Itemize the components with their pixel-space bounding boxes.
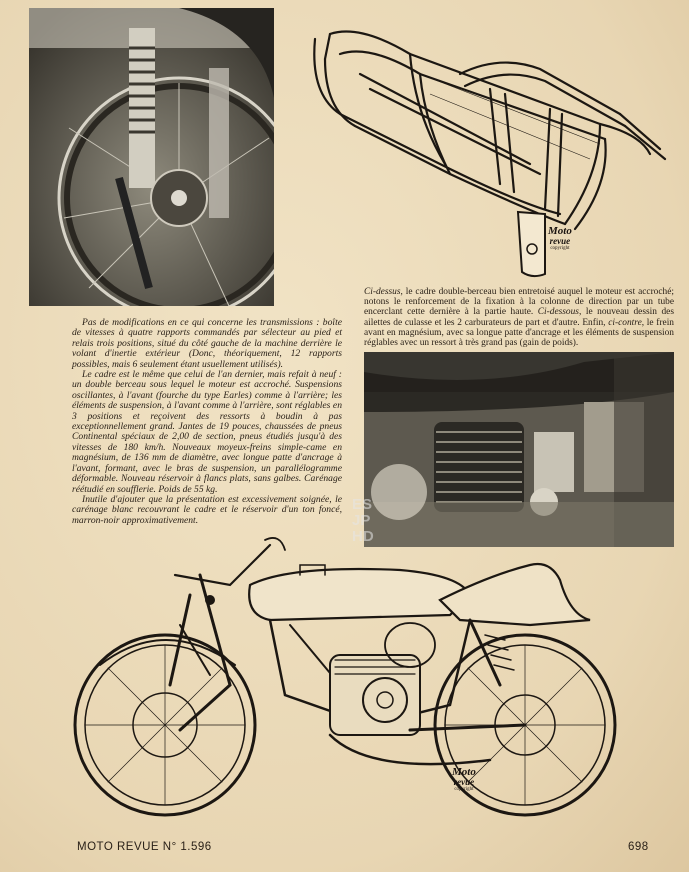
watermark-line2: JP	[352, 512, 371, 529]
caption-text	[364, 287, 674, 348]
motorcycle-illustration	[70, 535, 630, 830]
magazine-issue-label: MOTO REVUE N° 1.596	[77, 841, 212, 853]
watermark-line3: HD	[352, 528, 374, 545]
caption-lead-3: ci-contre	[608, 317, 642, 328]
logo-line3: copyright	[550, 246, 570, 251]
logo-bike-line2: revue	[453, 777, 475, 787]
paragraph-frame: Le cadre est le même que celui de l'an dernier, mais refait à neuf : un double berceau sous lequel le moteur est accroché. Suspensions oscillantes, à l'avant (fourche du type Earles) comme à l'arrière; les éléments de suspension, à l'avant comme à l'arrière, sont réglables en 3 positions et reçoivent des ressorts à boudin à pas exceptionnellement grand. Jantes de 19 pouces, chaussées de pneus Continental spéciaux de 2,00 de section, pneus étudiés jusqu'à des vitesses de 180 km/h. Nouveaux moyeux-freins simple-came en magnésium, de 136 mm de diamètre, avec longue patte d'ancrage à l'avant, formant, avec le bras de suspension, un parallélogramme déformable. Nouveau réservoir à flancs plats, sans galbes. Carénage réétudié en soufflerie. Poids de 55 kg.	[72, 369, 342, 495]
paragraph-transmissions: Pas de modifications en ce qui concerne les transmissions : boîte de vitesses à quatre rapports commandés par sélecteur au pied et relais trois positions, situé du côté gauche de la machine derrière le volant d'inertie extérieur (Donc, théoriquement, 12 rapports possibles, mais 6 seulement étant usuellement utilisés).	[72, 317, 342, 370]
caption-part-3: , le frein avant en magnésium, avec sa longue patte d'ancrage et les éléments de suspension réglables avec un ressort à très grand pas (gain de poids).	[364, 317, 674, 349]
logo-line1: Moto	[548, 225, 572, 237]
article-body	[72, 318, 342, 526]
page-number: 698	[628, 841, 649, 853]
logo-bike-line1: Moto	[452, 766, 476, 778]
caption-lead-1: Ci-dessus	[364, 287, 401, 297]
caption-part-2: , le nouveau dessin des ailettes de culasse et les 2 carburateurs de part et d'autre. Enfin,	[364, 307, 674, 328]
logo-line2: revue	[549, 236, 571, 246]
photo-front-brake-fork	[29, 8, 274, 306]
frame-illustration	[300, 14, 670, 284]
caption-lead-2: Ci-dessous	[537, 307, 579, 318]
moto-revue-logo-bike	[452, 767, 476, 793]
watermark-line1: ES	[352, 496, 373, 513]
logo-bike-line3: copyright	[454, 787, 474, 792]
paragraph-presentation: Inutile d'ajouter que la présentation est excessivement soignée, le carénage blanc recouvrant le cadre et le réservoir d'un ton foncé, marron-noir approximativement.	[72, 493, 342, 526]
moto-revue-logo-frame	[548, 226, 572, 252]
caption-part-1: , le cadre double-berceau bien entretoisé auquel le moteur est accroché; notons le renforcement de la fixation à la colonne de direction par un tube encerclant cette dernière à la partie haute.	[364, 287, 674, 318]
